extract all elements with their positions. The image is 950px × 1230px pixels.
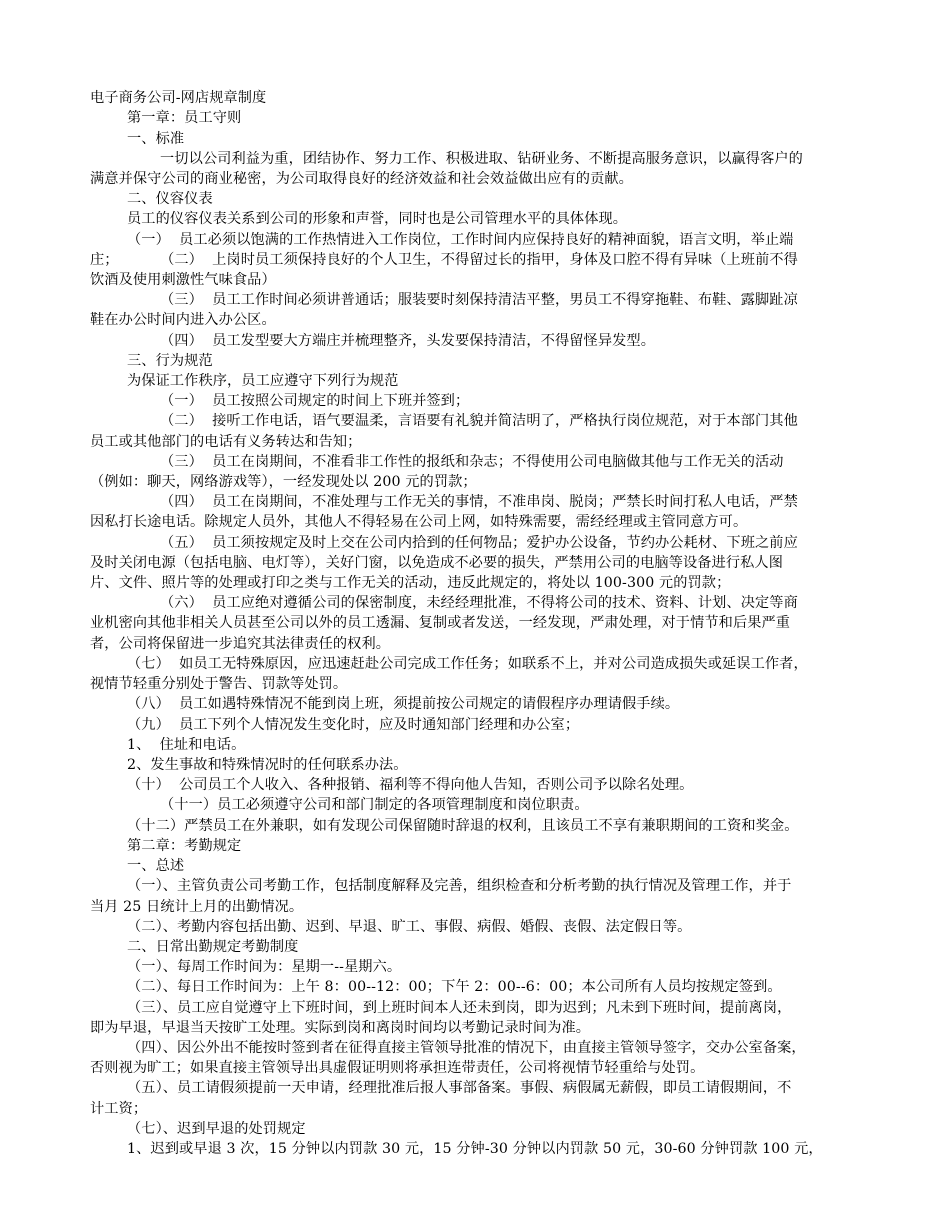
paragraph-line: 否则视为旷工；如果直接主管领导出具虚假证明则将承担连带责任，公司将视情节轻重给与处罚。 [90, 1060, 705, 1076]
paragraph-line: 员工或其他部门的电话有义务转达和告知； [90, 434, 362, 450]
paragraph-line: 鞋在办公时间内进入办公区。 [90, 312, 276, 328]
paragraph-line: （三） 员工工作时间必须讲普通话；服装要时刻保持清洁平整，男员工不得穿拖鞋、布鞋、露脚趾凉 [160, 292, 798, 308]
paragraph-line: （四） 员工发型要大方端庄并梳理整齐，头发要保持清洁，不得留怪异发型。 [160, 333, 655, 349]
paragraph-line: （二）、考勤内容包括出勤、迟到、早退、旷工、事假、病假、婚假、丧假、法定假日等。 [127, 919, 692, 935]
section-heading: 二、日常出勤规定考勤制度 [127, 939, 299, 955]
paragraph-line: （六） 员工应绝对遵循公司的保密制度，未经经理批准，不得将公司的技术、资料、计划、决定等商 [160, 595, 798, 611]
list-item: 1、迟到或早退 3 次，15 分钟以内罚款 30 元，15 分钟-30 分钟以内罚款 50 元，30-60 分钟罚款 100 元， [127, 1141, 823, 1157]
paragraph-line: 因私打长途电话。除规定人员外，其他人不得轻易在公司上网，如特殊需要，需经经理或主管同意方可。 [90, 514, 748, 530]
paragraph-line: （七） 如员工无特殊原因，应迅速赶赴公司完成工作任务；如联系不上，并对公司造成损失或延误工作者， [127, 656, 808, 672]
paragraph-line: 员工的仪容仪表关系到公司的形象和声誉，同时也是公司管理水平的具体体现。 [127, 211, 628, 227]
paragraph-line: 庄； （二） 上岗时员工须保持良好的个人卫生，不得留过长的指甲，身体及口腔不得有异味（上班前不得 [90, 252, 798, 268]
section-heading: 一、标准 [127, 131, 185, 147]
document-title: 电子商务公司-网店规章制度 [90, 90, 267, 106]
paragraph-line: 计工资； [90, 1101, 148, 1117]
paragraph-line: 业机密向其他非相关人员甚至公司以外的员工透漏、复制或者发送，一经发现，严肃处理，对于情节和后果严重 [90, 615, 791, 631]
paragraph-line: （八） 员工如遇特殊情况不能到岗上班，须提前按公司规定的请假程序办理请假手续。 [127, 696, 680, 712]
chapter-heading: 第一章：员工守则 [127, 110, 242, 126]
paragraph-line: 当月 25 日统计上月的出勤情况。 [90, 899, 304, 915]
paragraph-line: （一） 员工按照公司规定的时间上下班并签到； [160, 393, 470, 409]
paragraph-line: 一切以公司利益为重，团结协作、努力工作、积极进取、钻研业务、不断提高服务意识，以赢得客户的 [160, 151, 803, 167]
paragraph-line: （二）、每日工作时间为：上午 8：00--12：00；下午 2：00--6：00；本公司所有人员均按规定签到。 [127, 979, 782, 995]
section-heading: 二、仪容仪表 [127, 191, 213, 207]
paragraph-line: （四）、因公外出不能按时签到者在征得直接主管领导批准的情况下，由直接主管领导签字，交办公室备案， [127, 1040, 806, 1056]
paragraph-line: （四） 员工在岗期间，不准处理与工作无关的事情，不准串岗、脱岗；严禁长时间打私人电话，严禁 [160, 494, 798, 510]
paragraph-line: 片、文件、照片等的处理或打印之类与工作无关的活动，违反此规定的，将处以 100-300 元的罚款； [90, 575, 731, 591]
paragraph-line: （十） 公司员工个人收入、各种报销、福利等不得向他人告知，否则公司予以除名处理。 [127, 777, 694, 793]
paragraph-line: （十一）员工必须遵守公司和部门制定的各项管理制度和岗位职责。 [160, 797, 589, 813]
paragraph-line: 为保证工作秩序，员工应遵守下列行为规范 [127, 373, 399, 389]
paragraph-line: 者，公司将保留进一步追究其法律责任的权利。 [90, 636, 391, 652]
section-heading: 一、总述 [127, 858, 185, 874]
paragraph-line: （一） 员工必须以饱满的工作热情进入工作岗位，工作时间内应保持良好的精神面貌，语言文明，举止端 [127, 232, 794, 248]
chapter-heading: 第二章：考勤规定 [127, 838, 242, 854]
paragraph-line: （三）、员工应自觉遵守上下班时间，到上班时间本人还未到岗，即为迟到；凡未到下班时间，提前离岗， [127, 1000, 792, 1016]
paragraph-line: （五） 员工须按规定及时上交在公司内拾到的任何物品；爱护办公设备，节约办公耗材、下班之前应 [160, 535, 798, 551]
paragraph-line: （三） 员工在岗期间，不准看非工作性的报纸和杂志；不得使用公司电脑做其他与工作无关的活动 [160, 454, 784, 470]
section-heading: （七）、迟到早退的处罚规定 [127, 1121, 306, 1137]
paragraph-line: 满意并保守公司的商业秘密，为公司取得良好的经济效益和社会效益做出应有的贡献。 [90, 171, 633, 187]
paragraph-line: 及时关闭电源（包括电脑、电灯等），关好门窗，以免造成不必要的损失，严禁用公司的电脑等设备进行私人图 [90, 555, 783, 571]
paragraph-line: （二） 接听工作电话，语气要温柔，言语要有礼貌并简洁明了，严格执行岗位规范，对于本部门其他 [160, 413, 798, 429]
paragraph-line: （一）、每周工作时间为：星期一--星期六。 [127, 959, 402, 975]
paragraph-line: （一）、主管负责公司考勤工作，包括制度解释及完善，组织检查和分析考勤的执行情况及管理工作，并于 [127, 878, 792, 894]
section-heading: 三、行为规范 [127, 353, 213, 369]
paragraph-line: 视情节轻重分别处于警告、罚款等处罚。 [90, 676, 348, 692]
paragraph-line: （例如：聊天，网络游戏等），一经发现处以 200 元的罚款； [90, 474, 477, 490]
paragraph-line: （五）、员工请假须提前一天申请，经理批准后报人事部备案。事假、病假属无薪假，即员工请假期间，不 [127, 1080, 792, 1096]
list-item: 1、 住址和电话。 [127, 737, 246, 753]
paragraph-line: （十二）严禁员工在外兼职，如有发现公司保留随时辞退的权利，且该员工不享有兼职期间的工资和奖金。 [127, 818, 799, 834]
paragraph-line: （九） 员工下列个人情况发生变化时，应及时通知部门经理和办公室； [127, 717, 580, 733]
paragraph-line: 饮酒及使用刺激性气味食品） [90, 272, 276, 288]
paragraph-line: 即为早退，早退当天按旷工处理。实际到岗和离岗时间均以考勤记录时间为准。 [90, 1020, 591, 1036]
list-item: 2、发生事故和特殊情况时的任何联系办法。 [127, 757, 408, 773]
